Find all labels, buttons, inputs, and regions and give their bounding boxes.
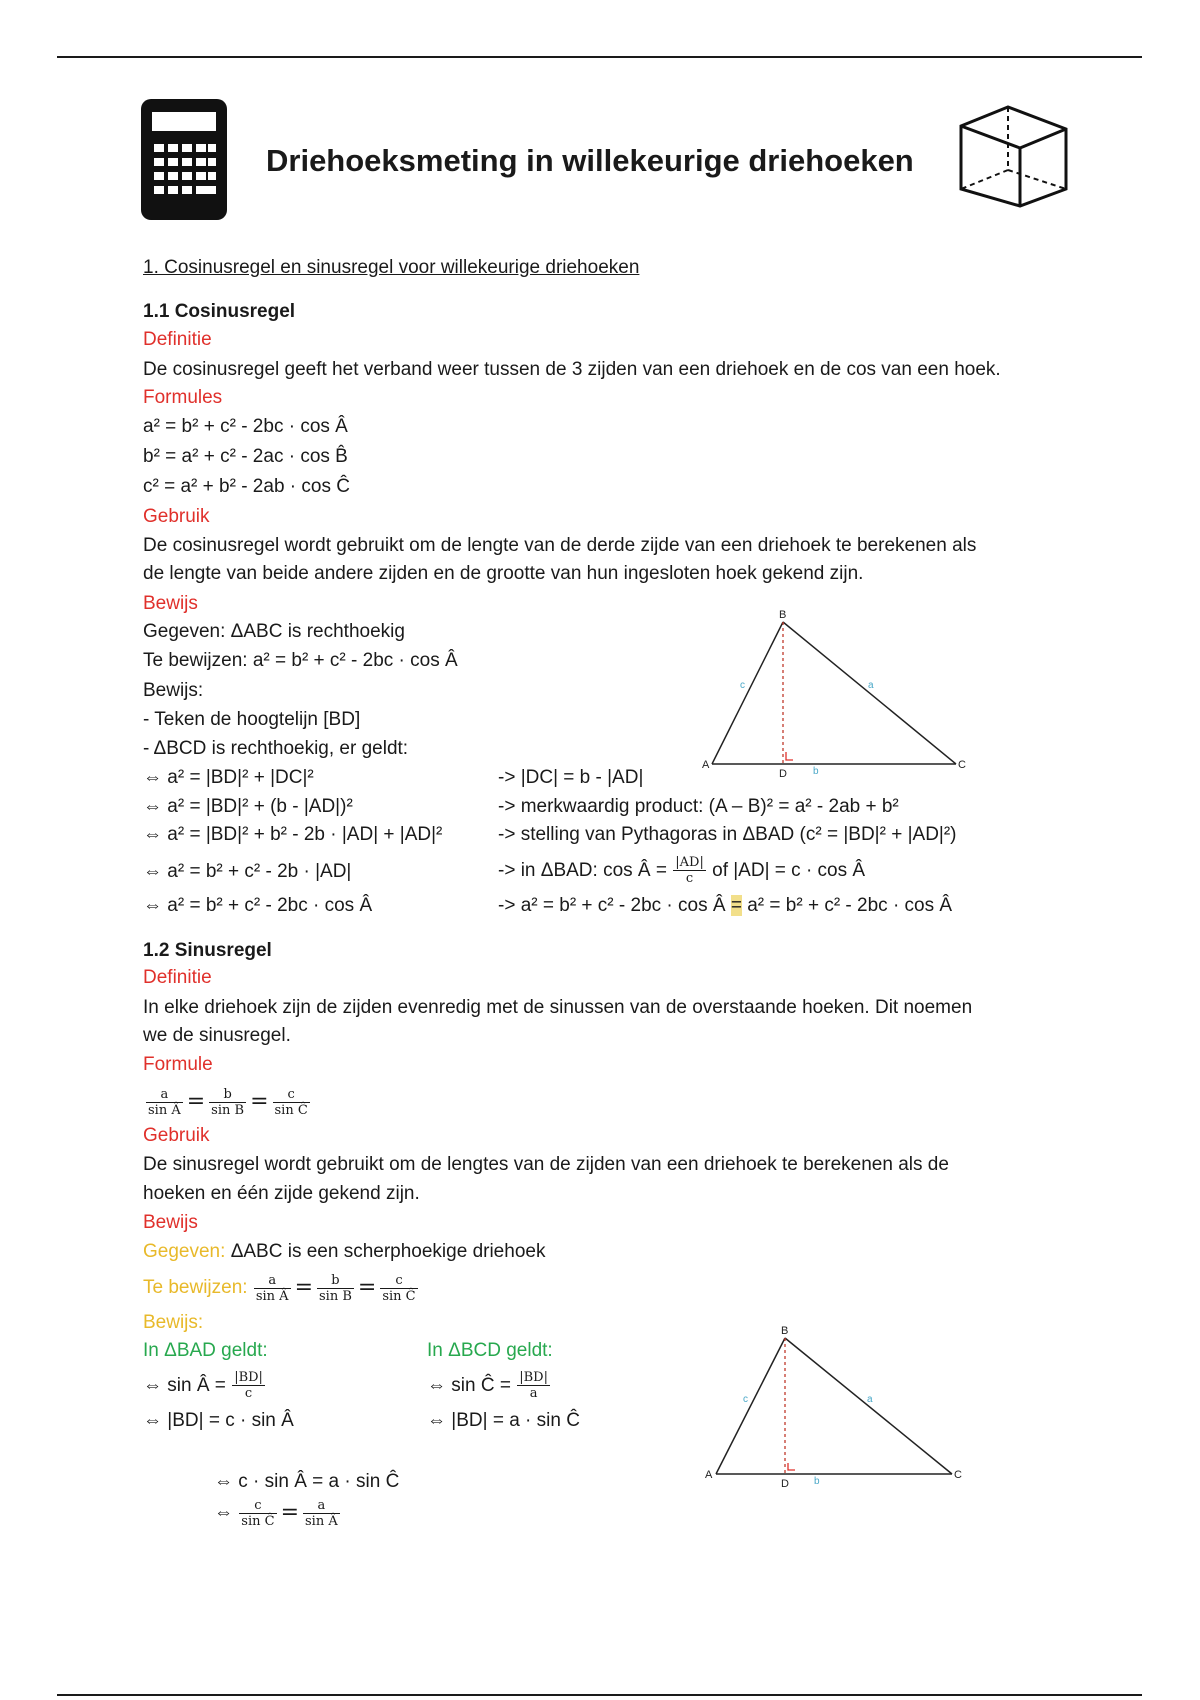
side-label-c: c	[740, 680, 745, 691]
vertex-label-B: B	[779, 609, 787, 621]
proof-row-4-right-a: -> in ΔBAD: cos Â =	[498, 860, 667, 881]
side-AB	[716, 1338, 785, 1474]
bcd-step-1	[427, 1364, 551, 1408]
proof-row-1-right: -> |DC| = b - |AD|	[498, 767, 644, 788]
conclusion-2-arrow: ⇔	[214, 1502, 233, 1524]
sin-definitie-label: Definitie	[143, 967, 212, 988]
page-title: Driehoeksmeting in willekeurige driehoeken	[266, 143, 914, 178]
ratio-b-den: sin B	[211, 1102, 245, 1118]
proof-row-2-left: ⇔ a² = |BD|² + (b - |AD|)²	[143, 796, 353, 817]
tb-ratio-c	[380, 1273, 417, 1304]
tb-ratio-b-num: b	[317, 1273, 354, 1289]
ratio-c	[273, 1087, 310, 1118]
sin-te-bewijzen-label: Te bewijzen:	[143, 1277, 248, 1299]
calculator-icon	[141, 99, 227, 220]
bad-fraction	[232, 1370, 265, 1401]
equals-sign: =	[280, 1500, 299, 1525]
vertex-label-A: A	[705, 1469, 713, 1481]
proof-row-4-right-b: of |AD| = c · cos Â	[712, 860, 866, 881]
equals-sign: =	[357, 1275, 377, 1300]
sin-gebruik-label: Gebruik	[143, 1125, 210, 1146]
bewijs-step-2: - ΔBCD is rechthoekig, er geldt:	[143, 738, 409, 759]
concl-fraction-2-den: sin Â	[305, 1513, 338, 1529]
side-AB	[712, 622, 783, 764]
fraction-numerator: |AD|	[675, 855, 704, 871]
concl-fraction-1-num: c	[239, 1498, 276, 1514]
side-BC	[783, 622, 956, 764]
equals-sign: =	[294, 1275, 314, 1300]
sin-gegeven-label: Gegeven:	[143, 1241, 226, 1262]
bad-step-1-text: ⇔ sin Â =	[143, 1375, 226, 1396]
right-angle-mark	[786, 752, 793, 760]
tb-ratio-a	[254, 1273, 291, 1304]
vertex-label-D: D	[779, 768, 787, 779]
conclusion-2	[214, 1491, 341, 1535]
bcd-fraction-den: a	[529, 1386, 538, 1402]
ratio-c-den: sin Ĉ	[274, 1102, 308, 1118]
proof-row-3-left: ⇔ a² = |BD|² + b² - 2b · |AD| + |AD|²	[143, 824, 443, 845]
tb-ratio-b	[317, 1273, 354, 1304]
te-bewijzen-text: Te bewijzen: a² = b² + c² - 2bc · cos Â	[143, 650, 458, 671]
bottom-rule	[57, 1694, 1142, 1696]
gegeven-text: Gegeven: ΔABC is rechthoekig	[143, 621, 405, 642]
proof-row-5-right	[498, 894, 952, 918]
formula-a: a² = b² + c² - 2bc · cos Â	[143, 416, 348, 437]
bewijs-text: Bewijs:	[143, 680, 204, 701]
cosine-proof-diagram	[700, 604, 970, 779]
tb-ratio-a-den: sin Â	[255, 1288, 289, 1304]
vertex-label-B: B	[781, 1325, 789, 1337]
concl-fraction-2-num: a	[303, 1498, 340, 1514]
formule-label: Formule	[143, 1054, 213, 1075]
side-label-b: b	[814, 1476, 820, 1487]
right-angle-mark	[788, 1463, 795, 1470]
bad-label: In ΔBAD geldt:	[143, 1340, 268, 1361]
ratio-c-num: c	[273, 1087, 310, 1103]
concl-fraction-2	[303, 1498, 340, 1529]
proof-row-1-left: ⇔ a² = |BD|² + |DC|²	[143, 767, 314, 788]
ratio-a	[146, 1087, 183, 1118]
proof-row-3-right: -> stelling van Pythagoras in ΔBAD (c² = |BD|² + |AD|²)	[498, 824, 957, 845]
equals-sign: =	[186, 1089, 206, 1114]
cosinusregel-heading: 1.1 Cosinusregel	[143, 301, 296, 322]
tb-ratio-c-den: sin Ĉ	[382, 1288, 416, 1304]
side-BC	[785, 1338, 952, 1474]
fraction-denominator: c	[685, 871, 694, 887]
side-label-a: a	[867, 1394, 873, 1405]
sin-te-bewijzen	[143, 1266, 419, 1310]
side-label-a: a	[868, 680, 874, 691]
bad-fraction-den: c	[244, 1386, 253, 1402]
formules-label: Formules	[143, 387, 223, 408]
sin-gegeven-text: ΔABC is een scherphoekige driehoek	[230, 1241, 546, 1262]
ratio-a-num: a	[146, 1087, 183, 1103]
bcd-label: In ΔBCD geldt:	[427, 1340, 553, 1361]
concl-fraction-1-den: sin Ĉ	[241, 1513, 275, 1529]
gebruik-text-2: de lengte van beide andere zijden en de grootte van hun ingesloten hoek gekend zijn.	[143, 563, 864, 584]
tb-ratio-a-num: a	[254, 1273, 291, 1289]
bcd-step-2: ⇔ |BD| = a · sin Ĉ	[427, 1410, 580, 1431]
proof-row-5-right-b: a² = b² + c² - 2bc · cos Â	[747, 895, 953, 916]
proof-row-5-right-a: -> a² = b² + c² - 2bc · cos Â	[498, 895, 726, 916]
definitie-text: De cosinusregel geeft het verband weer tussen de 3 zijden van een driehoek en de cos van een hoek.	[143, 359, 1001, 380]
side-label-b: b	[813, 766, 819, 777]
vertex-label-C: C	[954, 1469, 962, 1481]
sin-gebruik-text-1: De sinusregel wordt gebruikt om de lengtes van de zijden van een driehoek te berekenen als de	[143, 1154, 949, 1175]
proof-row-4-right	[498, 851, 865, 891]
bad-fraction-num: |BD|	[234, 1370, 263, 1386]
sin-bewijs-label: Bewijs	[143, 1212, 198, 1233]
highlighted-equals: =	[730, 895, 742, 916]
vertex-label-C: C	[958, 759, 966, 771]
bewijs-label: Bewijs	[143, 593, 198, 614]
sin-bewijs-text: Bewijs:	[143, 1312, 204, 1333]
definitie-label: Definitie	[143, 329, 212, 350]
bcd-step-1-text: ⇔ sin Ĉ =	[427, 1375, 511, 1396]
bcd-fraction	[517, 1370, 550, 1401]
sin-gegeven	[143, 1240, 545, 1264]
tb-ratio-c-num: c	[380, 1273, 417, 1289]
bewijs-step-1: - Teken de hoogtelijn [BD]	[143, 709, 361, 730]
section-heading: 1. Cosinusregel en sinusregel voor willekeurige driehoeken	[143, 257, 640, 278]
concl-fraction-1	[239, 1498, 276, 1529]
proof-row-2-right: -> merkwaardig product: (A – B)² = a² - 2ab + b²	[498, 796, 899, 817]
side-label-c: c	[743, 1394, 748, 1405]
equals-sign: =	[250, 1089, 269, 1114]
bad-step-2: ⇔ |BD| = c · sin Â	[143, 1410, 294, 1431]
formula-c: c² = a² + b² - 2ab · cos Ĉ	[143, 476, 350, 497]
cos-a-fraction	[673, 855, 706, 886]
sinusregel-formula	[145, 1080, 311, 1124]
cube-icon	[958, 104, 1070, 208]
bad-step-1	[143, 1364, 266, 1408]
sinusregel-heading: 1.2 Sinusregel	[143, 940, 272, 961]
top-rule	[57, 56, 1142, 58]
conclusion-1: ⇔ c · sin Â = a · sin Ĉ	[214, 1471, 400, 1492]
gebruik-text-1: De cosinusregel wordt gebruikt om de lengte van de derde zijde van een driehoek te berekenen als	[143, 535, 977, 556]
sin-definitie-text-1: In elke driehoek zijn de zijden evenredig met de sinussen van de overstaande hoeken. Dit noemen	[143, 997, 973, 1018]
ratio-b-num: b	[209, 1087, 246, 1103]
gebruik-label: Gebruik	[143, 506, 210, 527]
bcd-fraction-num: |BD|	[519, 1370, 548, 1386]
ratio-b	[209, 1087, 246, 1118]
vertex-label-D: D	[781, 1478, 789, 1490]
proof-row-4-left: ⇔ a² = b² + c² - 2b · |AD|	[143, 861, 352, 882]
tb-ratio-b-den: sin B	[319, 1288, 352, 1304]
sine-proof-diagram	[702, 1320, 972, 1492]
formula-b: b² = a² + c² - 2ac · cos B̂	[143, 446, 348, 467]
proof-row-5-left: ⇔ a² = b² + c² - 2bc · cos Â	[143, 895, 373, 916]
vertex-label-A: A	[702, 759, 710, 771]
ratio-a-den: sin Â	[148, 1102, 181, 1118]
sin-gebruik-text-2: hoeken en één zijde gekend zijn.	[143, 1183, 420, 1204]
sin-definitie-text-2: we de sinusregel.	[143, 1025, 291, 1046]
